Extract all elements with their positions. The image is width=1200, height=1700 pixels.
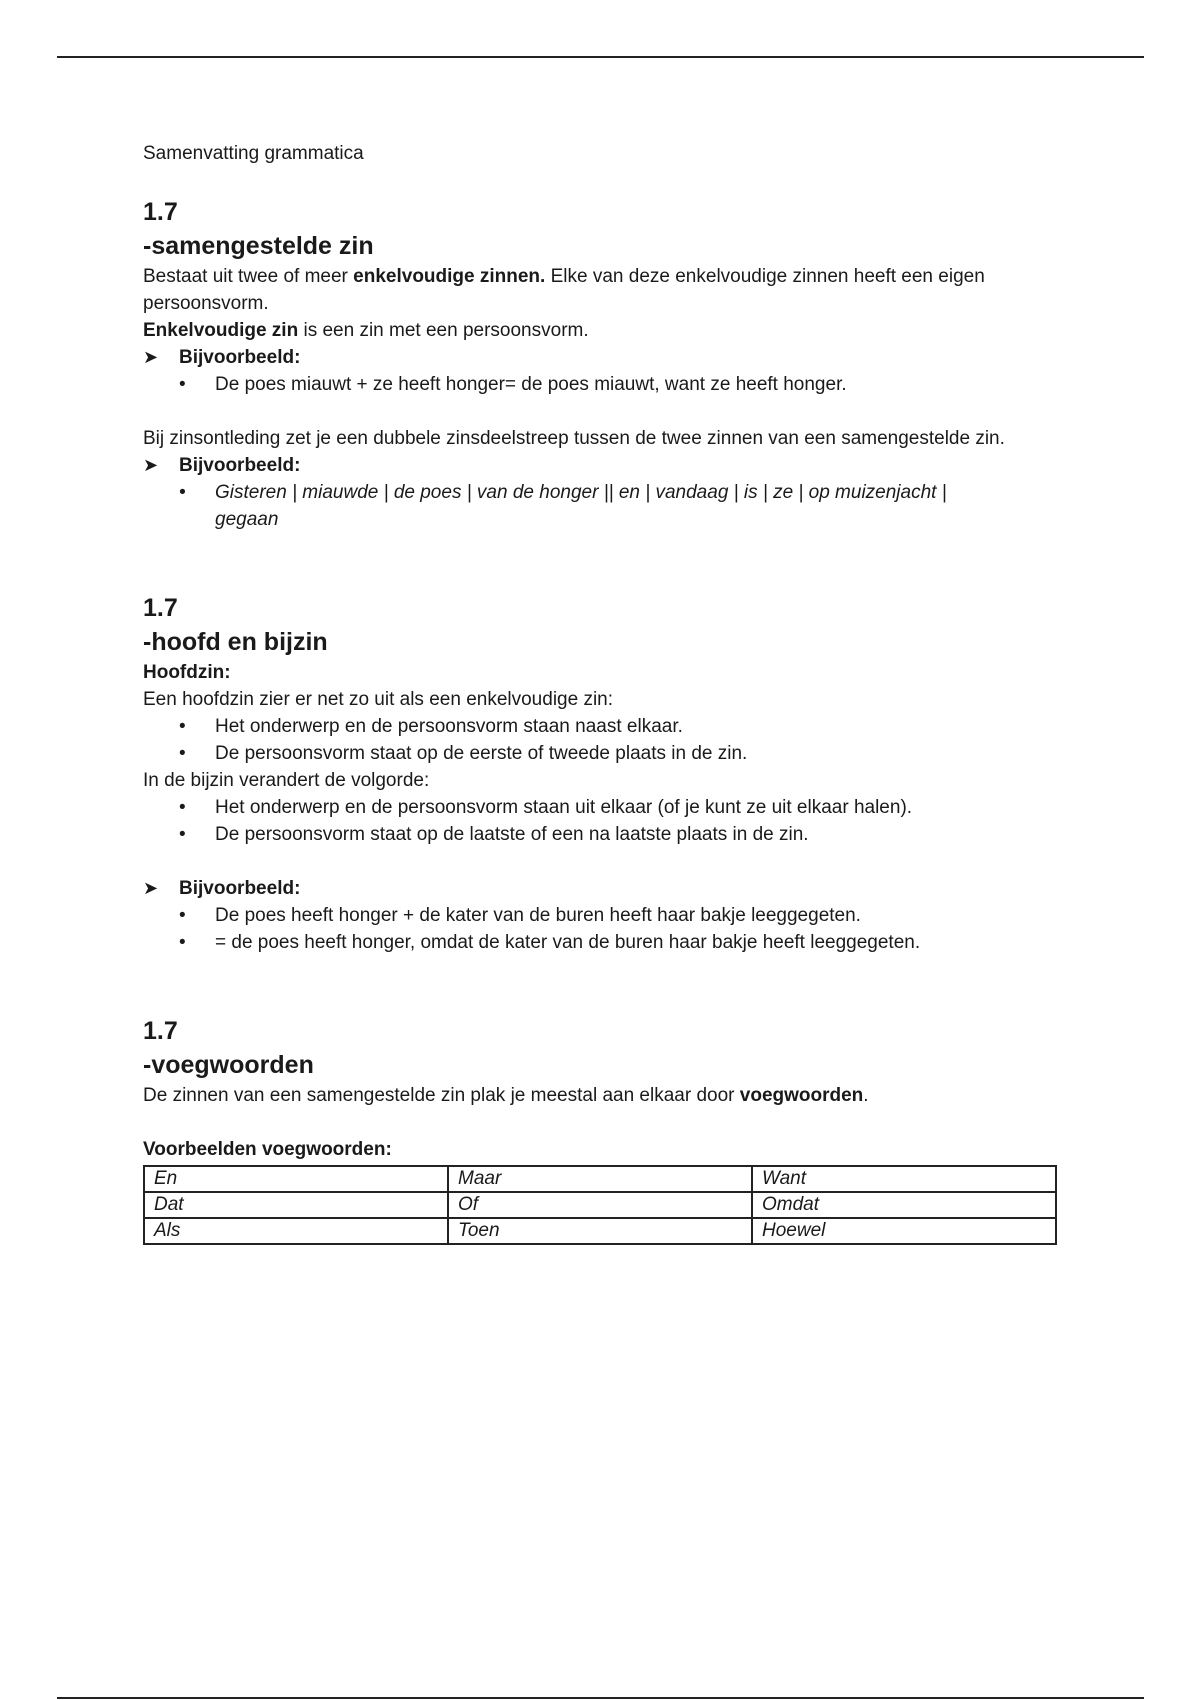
table-cell: Want [752, 1166, 1056, 1192]
list-item-text: Het onderwerp en de persoonsvorm staan uit elkaar (of je kunt ze uit elkaar halen). [215, 797, 913, 818]
hoofdzin-list [143, 713, 1103, 767]
example-list [143, 902, 1103, 956]
list-item [179, 479, 975, 533]
list-item [179, 821, 1103, 848]
intro-bold: enkelvoudige zinnen. [353, 266, 546, 287]
section-number: 1.7 [143, 198, 178, 226]
definition-paragraph [143, 317, 1103, 344]
example-heading [143, 344, 1103, 371]
bullet-icon: • [179, 716, 186, 737]
parse-paragraph: Bij zinsontleding zet je een dubbele zinsdeelstreep tussen de twee zinnen van een samengestelde zin. [143, 428, 1005, 449]
paragraph-bold: voegwoorden [739, 1085, 864, 1106]
intro-paragraph [143, 263, 1103, 317]
paragraph: In de bijzin verandert de volgorde: [143, 770, 430, 791]
bullet-icon: • [179, 482, 186, 503]
bullet-icon: • [179, 743, 186, 764]
example-label: Bijvoorbeeld: [179, 455, 301, 476]
example-heading [143, 875, 1103, 902]
example-heading [143, 452, 1103, 479]
paragraph: Een hoofdzin zier er net zo uit als een enkelvoudige zin: [143, 689, 614, 710]
list-item [179, 794, 1103, 821]
example-list [143, 371, 1103, 398]
bullet-icon: • [179, 797, 186, 818]
table-cell: Omdat [752, 1192, 1056, 1218]
section-number: 1.7 [143, 1017, 178, 1045]
voegwoorden-table [143, 1165, 1057, 1245]
arrow-bullet-icon: ➤ [143, 455, 159, 475]
table-cell: Maar [448, 1166, 752, 1192]
section-title: -hoofd en bijzin [143, 628, 328, 656]
document-title: Samenvatting grammatica [143, 143, 364, 164]
list-item [179, 371, 1103, 398]
list-item-text: De persoonsvorm staat op de laatste of een na laatste plaats in de zin. [215, 824, 809, 845]
example-label: Bijvoorbeeld: [179, 347, 301, 368]
list-item-text: = de poes heeft honger, omdat de kater van de buren haar bakje heeft leeggegeten. [215, 932, 921, 953]
arrow-bullet-icon: ➤ [143, 878, 159, 898]
list-item-text: Gisteren | miauwde | de poes | van de honger || en | vandaag | is | ze | op muizenjacht | gegaan [215, 482, 947, 530]
section-title: -voegwoorden [143, 1051, 314, 1079]
intro-text-rest: Elke van deze enkelvoudige zinnen heeft een eigen persoonsvorm. [143, 266, 985, 314]
list-item [179, 713, 1103, 740]
table-cell: Of [448, 1192, 752, 1218]
table-row [144, 1166, 1056, 1192]
table-cell: Hoewel [752, 1218, 1056, 1244]
paragraph-text: De zinnen van een samengestelde zin plak je meestal aan elkaar door [143, 1085, 740, 1106]
list-item [179, 929, 1103, 956]
section-title: -samengestelde zin [143, 232, 374, 260]
subheading: Hoofdzin: [143, 662, 231, 683]
list-item-text: De poes miauwt + ze heeft honger= de poes miauwt, want ze heeft honger. [215, 374, 847, 395]
list-item-text: De persoonsvorm staat op de eerste of tweede plaats in de zin. [215, 743, 748, 764]
example-label: Bijvoorbeeld: [179, 878, 301, 899]
table-cell: Toen [448, 1218, 752, 1244]
list-item [179, 740, 1103, 767]
bullet-icon: • [179, 824, 186, 845]
table-cell: En [144, 1166, 448, 1192]
bijzin-list [143, 794, 1103, 848]
table-cell: Als [144, 1218, 448, 1244]
definition-text: is een zin met een persoonsvorm. [298, 320, 589, 341]
list-item-text: De poes heeft honger + de kater van de buren heeft haar bakje leeggegeten. [215, 905, 861, 926]
bullet-icon: • [179, 905, 186, 926]
table-row [144, 1192, 1056, 1218]
footer-rule [57, 1697, 1144, 1699]
document-page [143, 143, 1103, 1245]
header-rule [57, 56, 1144, 58]
table-row [144, 1218, 1056, 1244]
bullet-icon: • [179, 374, 186, 395]
list-item-text: Het onderwerp en de persoonsvorm staan naast elkaar. [215, 716, 683, 737]
paragraph [143, 1082, 1103, 1109]
table-title: Voorbeelden voegwoorden: [143, 1139, 392, 1160]
paragraph-text-end: . [863, 1085, 869, 1106]
definition-term: Enkelvoudige zin [143, 320, 299, 341]
example-list [143, 479, 1103, 533]
table-cell: Dat [144, 1192, 448, 1218]
section-number: 1.7 [143, 594, 178, 622]
list-item [179, 902, 1103, 929]
intro-text: Bestaat uit twee of meer [143, 266, 354, 287]
bullet-icon: • [179, 932, 186, 953]
arrow-bullet-icon: ➤ [143, 347, 159, 367]
